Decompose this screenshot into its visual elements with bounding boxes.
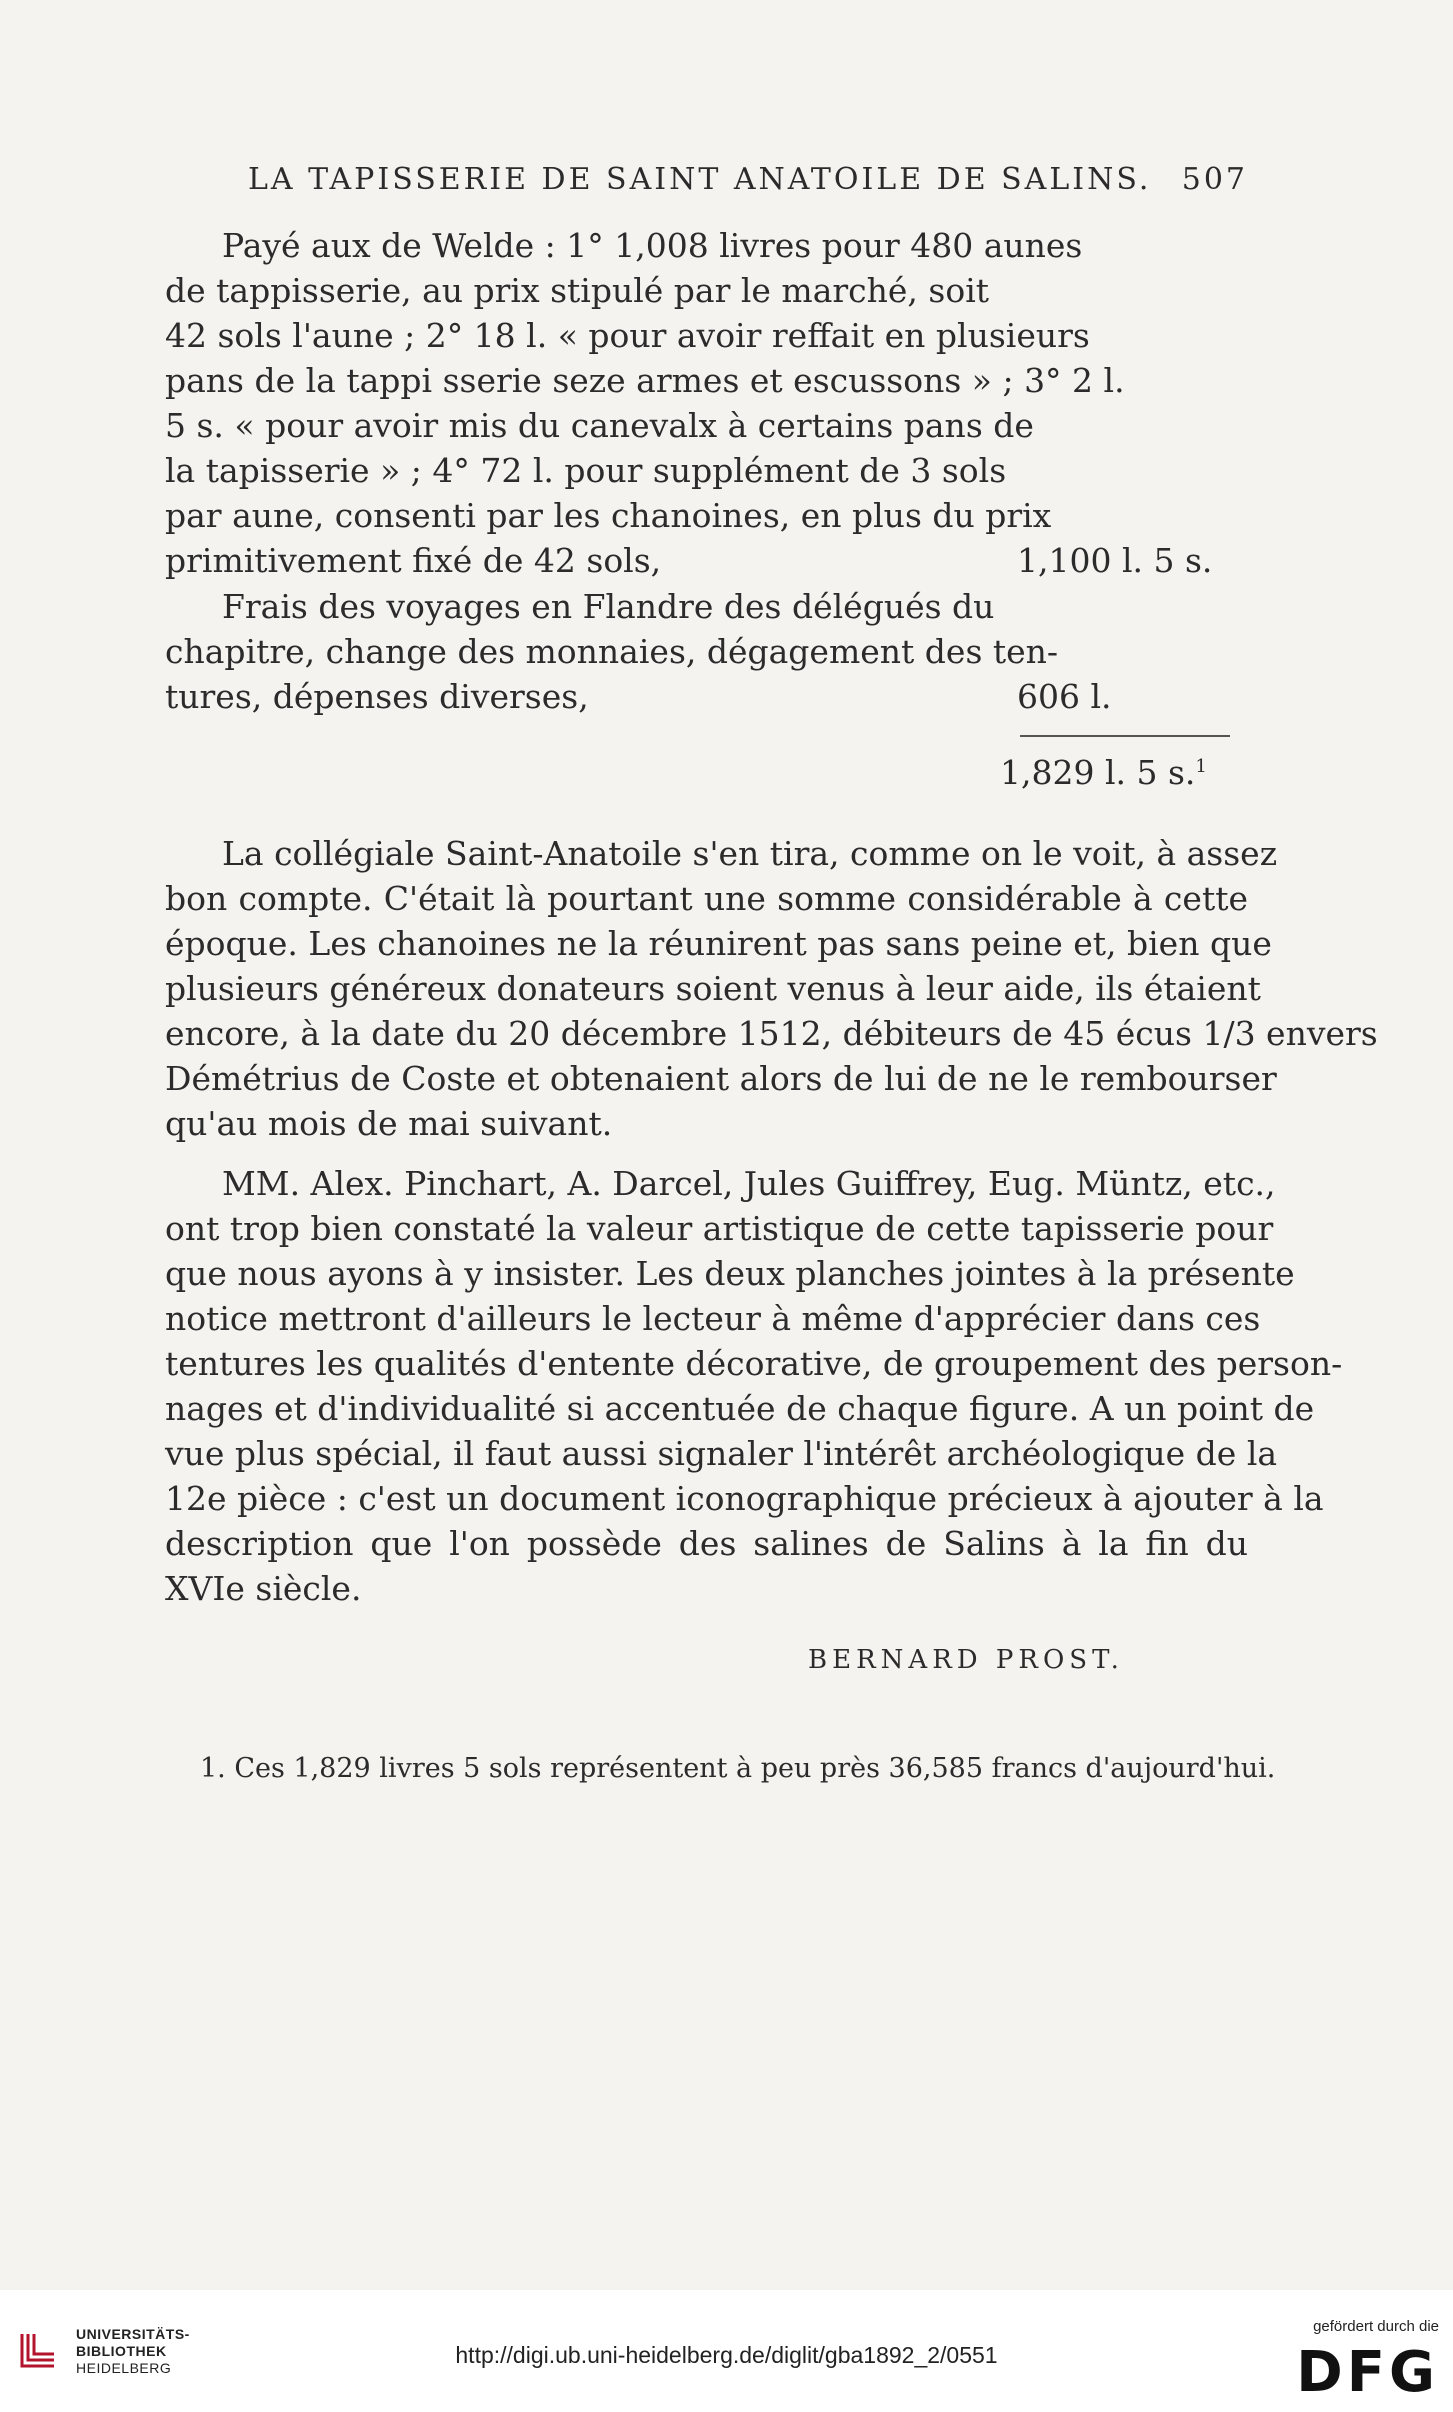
footnote: 1. Ces 1,829 livres 5 sols représentent à peu près 36,585 francs d'aujourd'hui. — [200, 1753, 1276, 1784]
text-line: 5 s. « pour avoir mis du canevalx à certains pans de — [165, 406, 1034, 445]
text-line: par aune, consenti par les chanoines, en plus du prix — [165, 496, 1052, 535]
text-line: 42 sols l'aune ; 2° 18 l. « pour avoir reffait en plusieurs — [165, 316, 1090, 355]
library-name-line: HEIDELBERG — [76, 2360, 172, 2376]
dfg-logo: DFG — [1296, 2340, 1439, 2405]
author-signature: BERNARD PROST. — [808, 1645, 1124, 1675]
text-line: tentures les qualités d'entente décorative, de groupement des person- — [165, 1344, 1343, 1383]
text-line: tures, dépenses diverses, — [165, 677, 589, 716]
text-line: pans de la tappi sserie seze armes et escussons » ; 3° 2 l. — [165, 361, 1125, 400]
text-line: description que l'on possède des salines de Salins à la fin du — [165, 1524, 1248, 1563]
text-line: nages et d'individualité si accentuée de chaque figure. A un point de — [165, 1389, 1315, 1428]
page-title: LA TAPISSERIE DE SAINT ANATOILE DE SALINS. — [248, 162, 1152, 197]
permalink[interactable]: http://digi.ub.uni-heidelberg.de/diglit/gba1892_2/0551 — [455, 2342, 998, 2368]
text-line: époque. Les chanoines ne la réunirent pas sans peine et, bien que — [165, 924, 1272, 963]
library-name-line: UNIVERSITÄTS- — [76, 2326, 190, 2342]
text-line: MM. Alex. Pinchart, A. Darcel, Jules Guiffrey, Eug. Müntz, etc., — [222, 1164, 1276, 1203]
text-line: chapitre, change des monnaies, dégagement des ten- — [165, 632, 1059, 671]
text-line: notice mettront d'ailleurs le lecteur à même d'apprécier dans ces — [165, 1299, 1261, 1338]
text-line: vue plus spécial, il faut aussi signaler l'intérêt archéologique de la — [165, 1434, 1278, 1473]
text-line: qu'au mois de mai suivant. — [165, 1104, 613, 1143]
total-value: 1,829 l. 5 s. — [1000, 753, 1196, 792]
funding-note: gefördert durch die — [1313, 2318, 1439, 2335]
page-number: 507 — [1181, 162, 1248, 197]
text-line: primitivement fixé de 42 sols, — [165, 541, 662, 580]
text-line: XVIe siècle. — [165, 1569, 362, 1608]
library-name-line: BIBLIOTHEK — [76, 2343, 167, 2359]
text-line: Démétrius de Coste et obtenaient alors de lui de ne le rembourser — [165, 1059, 1277, 1098]
text-line: Payé aux de Welde : 1° 1,008 livres pour 480 aunes — [222, 226, 1083, 265]
text-line: de tappisserie, au prix stipulé par le marché, soit — [165, 271, 990, 310]
footnote-ref: 1 — [1195, 756, 1207, 777]
text-line: Frais des voyages en Flandre des délégués du — [222, 587, 995, 626]
text-line: ont trop bien constaté la valeur artistique de cette tapisserie pour — [165, 1209, 1274, 1248]
text-line: La collégiale Saint-Anatoile s'en tira, comme on le voit, à assez — [222, 834, 1278, 873]
amount-1: 1,100 l. 5 s. — [1017, 541, 1213, 580]
viewer-footer — [0, 2290, 1453, 2412]
text-line: que nous ayons à y insister. Les deux planches jointes à la présente — [165, 1254, 1295, 1293]
sum-rule — [1020, 735, 1230, 737]
amount-2: 606 l. — [1017, 677, 1112, 716]
total-amount — [1000, 744, 1207, 795]
text-line: plusieurs généreux donateurs soient venus à leur aide, ils étaient — [165, 969, 1261, 1008]
text-line: 12e pièce : c'est un document iconographique précieux à ajouter à la — [165, 1479, 1324, 1518]
text-line: bon compte. C'était là pourtant une somme considérable à cette — [165, 879, 1248, 918]
text-line: la tapisserie » ; 4° 72 l. pour supplément de 3 sols — [165, 451, 1007, 490]
text-line: encore, à la date du 20 décembre 1512, débiteurs de 45 écus 1/3 envers — [165, 1014, 1378, 1053]
